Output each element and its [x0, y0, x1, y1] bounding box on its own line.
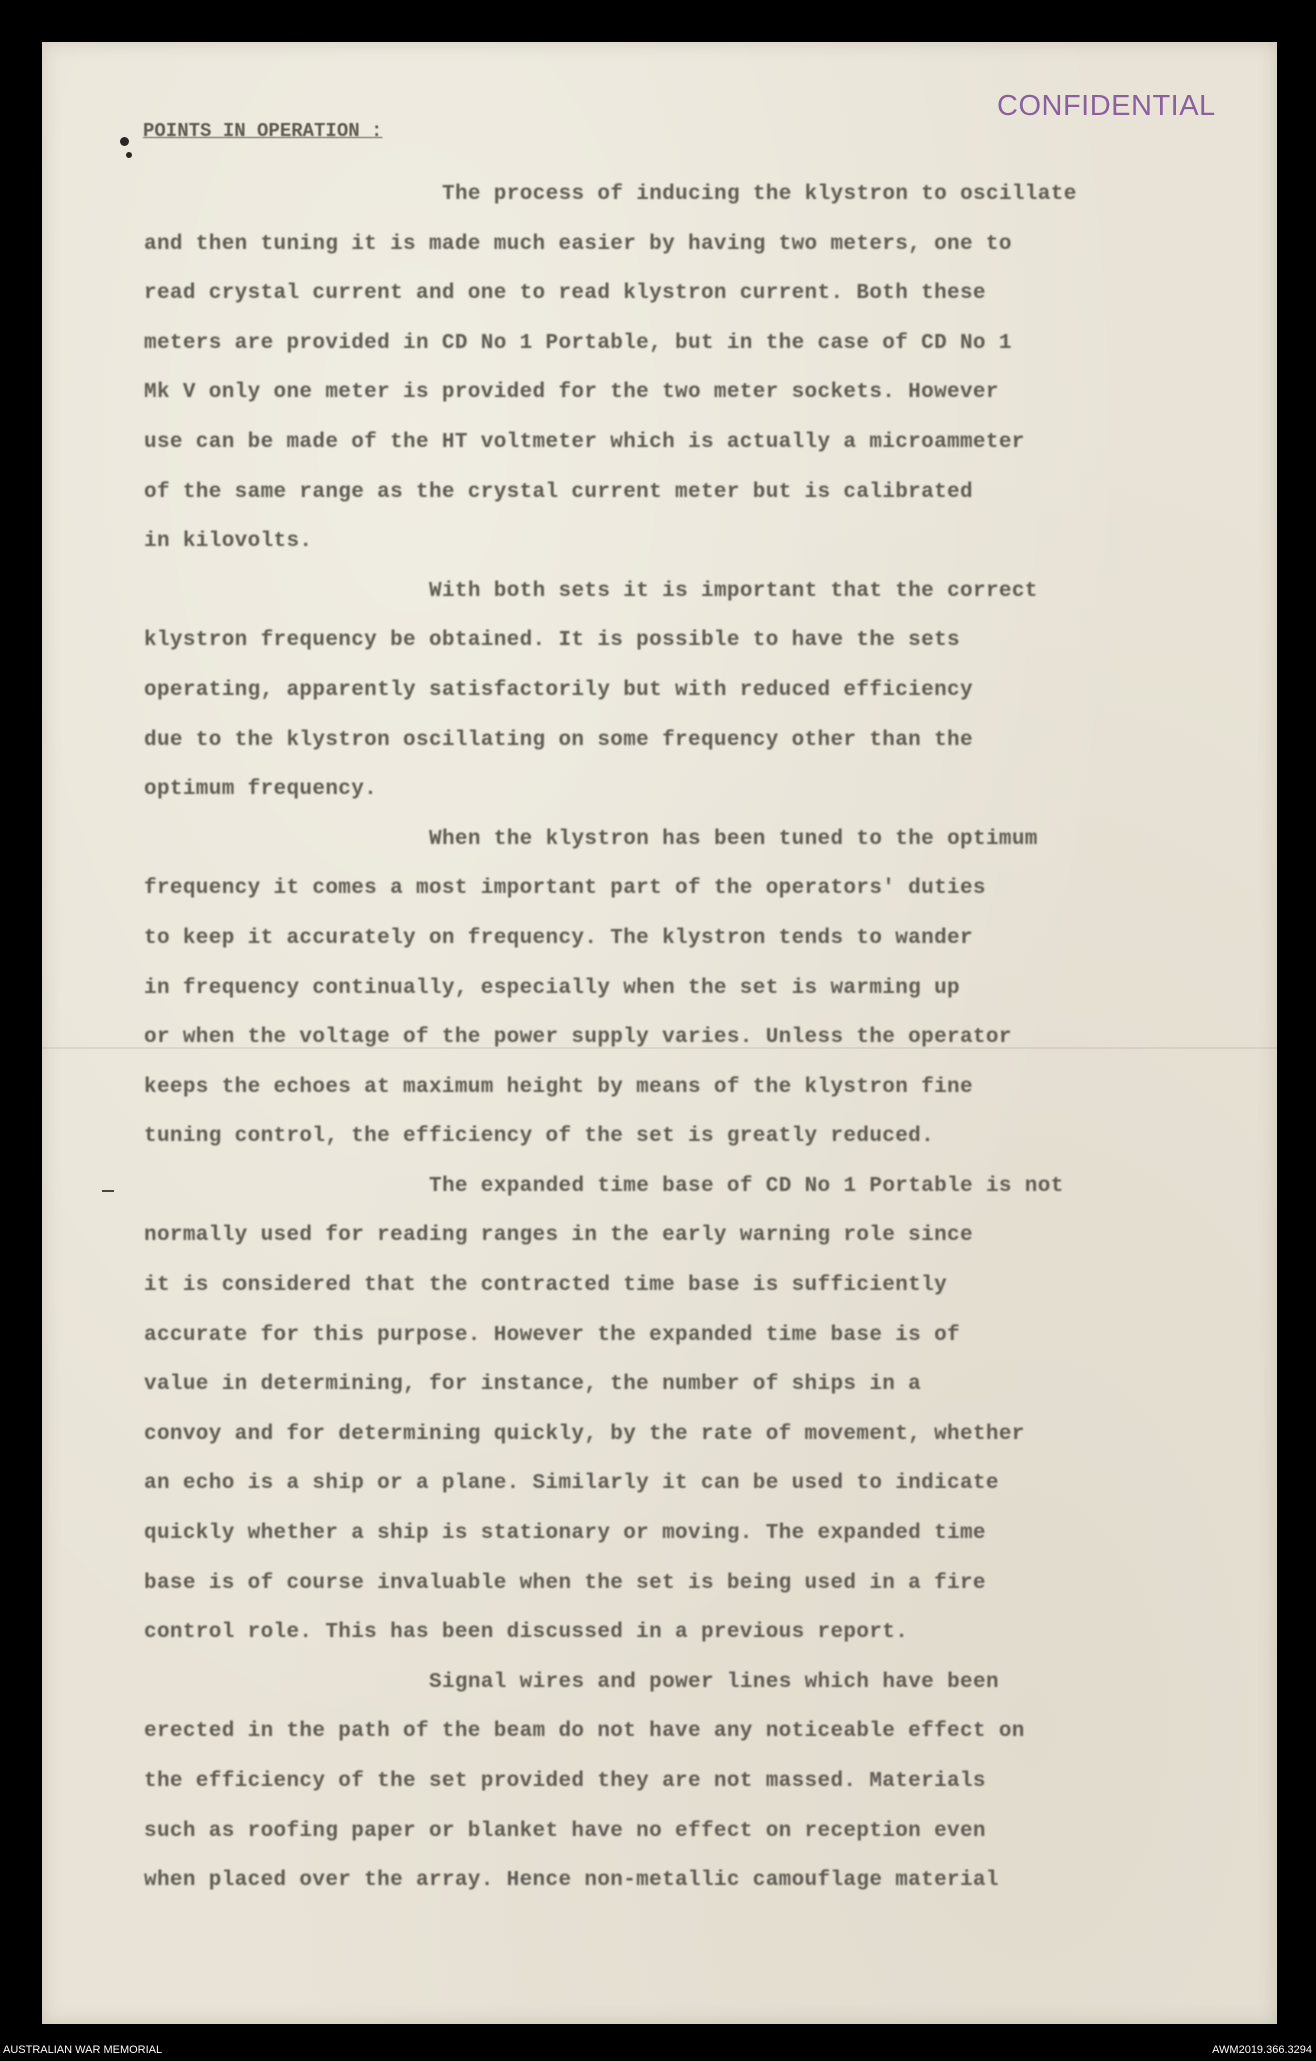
text-line: to keep it accurately on frequency. The klystron tends to wander	[144, 926, 973, 950]
text-line: value in determining, for instance, the number of ships in a	[144, 1373, 922, 1397]
text-line: normally used for reading ranges in the early warning role since	[144, 1224, 973, 1248]
text-line: keeps the echoes at maximum height by means of the klystron fine	[144, 1075, 973, 1099]
text-line: base is of course invaluable when the set is being used in a fire	[144, 1571, 986, 1595]
text-line: operating, apparently satisfactorily but with reduced efficiency	[144, 678, 973, 702]
text-line: due to the klystron oscillating on some frequency other than the	[144, 728, 973, 752]
text-line: meters are provided in CD No 1 Portable, but in the case of CD No 1	[144, 331, 1012, 355]
section-heading: POINTS IN OPERATION :	[143, 120, 383, 142]
footer-credit: AUSTRALIAN WAR MEMORIAL	[3, 2044, 163, 2056]
text-line: an echo is a ship or a plane. Similarly it can be used to indicate	[144, 1472, 999, 1496]
text-line: The process of inducing the klystron to oscillate	[442, 183, 1077, 206]
text-line: in kilovolts.	[144, 530, 313, 554]
text-line: tuning control, the efficiency of the set is greatly reduced.	[144, 1125, 935, 1149]
text-line: when placed over the array. Hence non-metallic camouflage material	[144, 1869, 999, 1893]
text-line: such as roofing paper or blanket have no effect on reception even	[144, 1819, 986, 1843]
text-line: erected in the path of the beam do not have any noticeable effect on	[144, 1720, 1025, 1744]
text-line: the efficiency of the set provided they are not massed. Materials	[144, 1770, 986, 1793]
text-line: use can be made of the HT voltmeter which is actually a microammeter	[144, 430, 1025, 454]
text-line: Signal wires and power lines which have been	[429, 1670, 999, 1694]
text-line: optimum frequency.	[144, 778, 378, 802]
text-line: When the klystron has been tuned to the optimum	[429, 827, 1038, 851]
text-line: or when the voltage of the power supply varies. Unless the operator	[144, 1026, 1012, 1050]
document-body	[144, 170, 1254, 1906]
text-line: With both sets it is important that the correct	[429, 579, 1038, 603]
punch-mark-icon	[126, 152, 132, 158]
confidential-stamp: CONFIDENTIAL	[997, 90, 1216, 122]
text-line: convoy and for determining quickly, by the rate of movement, whether	[144, 1422, 1025, 1446]
footer-accession-number: AWM2019.366.3294	[1212, 2044, 1312, 2056]
text-line: of the same range as the crystal current meter but is calibrated	[144, 480, 973, 504]
margin-mark-icon	[102, 1190, 114, 1192]
text-line: and then tuning it is made much easier by having two meters, one to	[144, 232, 1012, 256]
document-page	[42, 42, 1277, 2024]
text-line: klystron frequency be obtained. It is possible to have the sets	[144, 629, 960, 653]
text-line: accurate for this purpose. However the expanded time base is of	[144, 1323, 960, 1347]
text-line: read crystal current and one to read klystron current. Both these	[144, 282, 986, 306]
text-line: Mk V only one meter is provided for the two meter sockets. However	[144, 381, 999, 405]
text-line: it is considered that the contracted time base is sufficiently	[144, 1274, 948, 1298]
text-line: quickly whether a ship is stationary or moving. The expanded time	[144, 1522, 986, 1546]
text-line: frequency it comes a most important part of the operators' duties	[144, 877, 986, 901]
text-line: control role. This has been discussed in a previous report.	[144, 1621, 909, 1645]
text-line: in frequency continually, especially when the set is warming up	[144, 976, 960, 1000]
punch-mark-icon	[120, 137, 129, 146]
text-line: The expanded time base of CD No 1 Portable is not	[429, 1174, 1064, 1198]
